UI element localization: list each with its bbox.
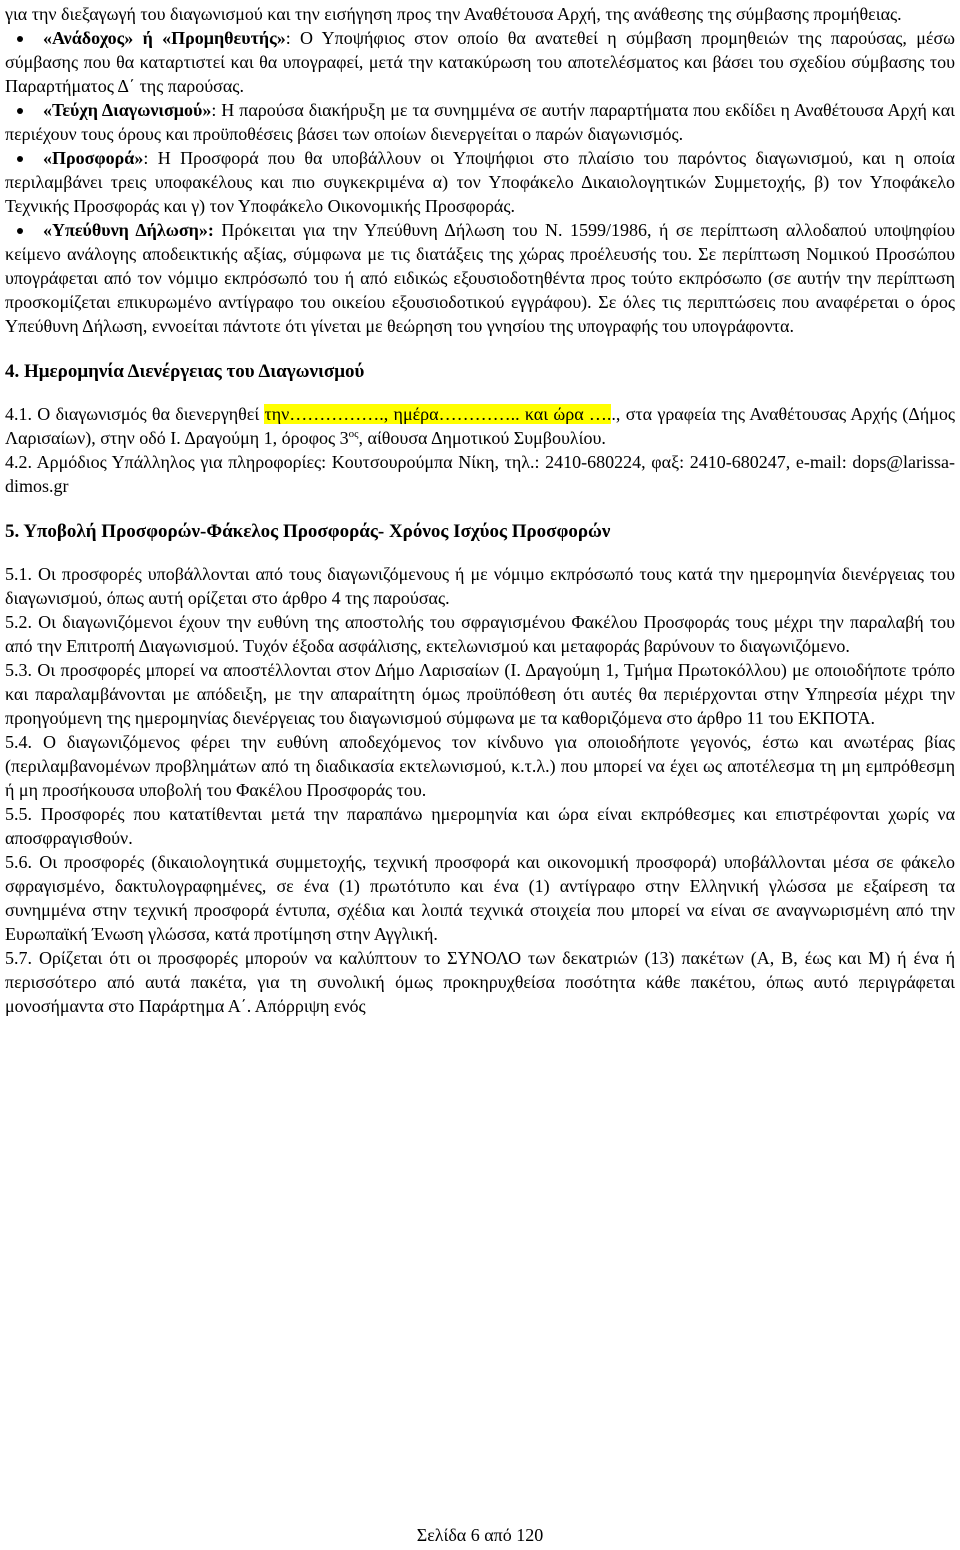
definition-text: Πρόκειται για την Υπεύθυνη Δήλωση του Ν. 1599/1986, ή σε περίπτωση αλλοδαπού υποψηφίου κείμενο ανάλογης αποδεικτικής αξίας, σύμφωνα με τις διατάξεις της χώρας προέλευσής του. Σε περίπτωση Νομικού Προσώπου υπογράφεται από τον νόμιμο εκπρόσωπό του ή από ειδικώς εξουσιοδοτηθέντα προς τούτο εκπρόσωπο (σε αυτήν την περίπτωση προσκομίζεται επικυρωμένο αντίγραφο του οικείου εξουσιοδοτικού εγγράφου). Σε όλες τις περιπτώσεις που αναφέρεται ο όρος Υπεύθυνη Δήλωση, εννοείται πάντοτε ότι γίνεται με θεώρηση του γνησίου της υπογραφής του υπογράφοντα.: [5, 220, 955, 336]
definition-text: : Η παρούσα διακήρυξη με τα συνημμένα σε αυτήν παραρτήματα που εκδίδει η Αναθέτουσα Αρχή και περιέχουν τους όρους και προϋποθέσεις βάσει των οποίων διενεργείται ο παρών διαγωνισμός.: [5, 100, 955, 144]
page-number-footer: Σελίδα 6 από 120: [416, 1525, 544, 1545]
bullet-icon: [17, 108, 23, 114]
paragraph-4-2: 4.2. Αρμόδιος Υπάλληλος για πληροφορίες: Κουτσουρούμπα Νίκη, τηλ.: 2410-680224, φαξ: 2410-680247, e-mail: dops@larissa-dimos.gr: [5, 452, 955, 496]
definition-item: [5, 146, 955, 218]
definition-text: : Η Προσφορά που θα υποβάλλουν οι Υποψήφιοι στο πλαίσιο του παρόντος διαγωνισμού, και η οποία περιλαμβάνει τρεις υποφακέλους και πιο συγκεκριμένα α) τον Υποφάκελο Δικαιολογητικών Συμμετοχής, β) τον Υποφάκελο Τεχνικής Προσφοράς και γ) τον Υποφάκελο Οικονομικής Προσφοράς.: [5, 148, 955, 216]
definition-term: «Τεύχη Διαγωνισμού»: [43, 100, 212, 120]
paragraph-5-4: 5.4. Ο διαγωνιζόμενος φέρει την ευθύνη αποδεχόμενος τον κίνδυνο για οποιοδήποτε γεγονός, έστω και ανωτέρας βίας (περιλαμβανομένων προβλημάτων από τη διαδικασία εκτελωνισμού, κ.τ.λ.) που μπορεί να έχει ως αποτέλεσμα τη μη εμπρόθεσμη ή μη προσήκουσα υποβολή του Φακέλου Προσφοράς του.: [5, 732, 955, 800]
intro-paragraph: για την διεξαγωγή του διαγωνισμού και την εισήγηση προς την Αναθέτουσα Αρχή, της ανάθεσης της σύμβασης προμήθειας.: [5, 4, 902, 24]
paragraph-text: , αίθουσα Δημοτικού Συμβουλίου.: [358, 428, 606, 448]
section-4-heading: 4. Ημερομηνία Διενέργειας του Διαγωνισμού: [5, 361, 365, 382]
bullet-icon: [17, 228, 23, 234]
bullet-icon: [17, 36, 23, 42]
paragraph-4-1: [5, 402, 955, 450]
definition-item: [5, 218, 955, 338]
paragraph-text: 4.1. Ο διαγωνισμός θα διενεργηθεί: [5, 404, 265, 424]
definition-term: «Προσφορά»: [43, 148, 144, 168]
definition-item: [5, 98, 955, 146]
definitions-list: [5, 26, 955, 338]
paragraph-text: ., στα γραφεία της Αναθέτουσας Αρχής (Δήμος Λαρισαίων), στην οδό Ι. Δραγούμη 1, όροφος 3: [5, 404, 955, 448]
paragraph-5-5: 5.5. Προσφορές που κατατίθενται μετά την παραπάνω ημερομηνία και ώρα είναι εκπρόθεσμες και επιστρέφονται χωρίς να αποσφραγισθούν.: [5, 804, 955, 848]
document-page: [5, 2, 955, 1018]
highlighted-placeholder: την……………., ημέρα………….. και ώρα ….: [264, 404, 612, 424]
section-5-body: [5, 562, 955, 1018]
definition-term: «Ανάδοχος» ή «Προμηθευτής»: [43, 28, 286, 48]
bullet-icon: [17, 156, 23, 162]
ordinal-superscript: ος: [348, 428, 359, 440]
definition-text: : Ο Υποψήφιος στον οποίο θα ανατεθεί η σύμβαση προμηθειών της παρούσας, μέσω σύμβασης που θα καταρτιστεί και θα υπογραφεί, μετά την κατακύρωση του αποτελέσματος και βάσει του σχεδίου σύμβασης του Παραρτήματος Δ΄ της παρούσας.: [5, 28, 955, 96]
paragraph-5-2: 5.2. Οι διαγωνιζόμενοι έχουν την ευθύνη της αποστολής του σφραγισμένου Φακέλου Προσφοράς τους μέχρι την παραλαβή του από την Επιτροπή Διαγωνισμού. Τυχόν έξοδα ασφάλισης, εκτελωνισμού και μεταφοράς βαρύνουν το διαγωνιζόμενο.: [5, 612, 955, 656]
definition-item: [5, 26, 955, 98]
paragraph-5-3: 5.3. Οι προσφορές μπορεί να αποστέλλονται στον Δήμο Λαρισαίων (Ι. Δραγούμη 1, Τμήμα Πρωτοκόλλου) με οποιοδήποτε τρόπο και παραλαμβάνονται με απόδειξη, με την απαραίτητη όμως προϋπόθεση ότι αυτές θα περιέρχονται στην Υπηρεσία μέχρι την προηγούμενη της ημερομηνίας διενέργειας του διαγωνισμού σύμφωνα με τα καθοριζόμενα στο άρθρο 11 του ΕΚΠΟΤΑ.: [5, 660, 955, 728]
section-5-heading: 5. Υποβολή Προσφορών-Φάκελος Προσφοράς- Χρόνος Ισχύος Προσφορών: [5, 521, 611, 542]
paragraph-5-7: 5.7. Ορίζεται ότι οι προσφορές μπορούν να καλύπτουν το ΣΥΝΟΛΟ των δεκατριών (13) πακέτων (Α, Β, έως και Μ) ή ένα ή περισσότερο από αυτά πακέτα, για τη συνολική όμως προκηρυχθείσα ποσότητα κάθε πακέτου, όπως αυτό περιγράφεται μονοσήμαντα στο Παράρτημα Α΄. Απόρριψη ενός: [5, 948, 955, 1016]
paragraph-5-6: 5.6. Οι προσφορές (δικαιολογητικά συμμετοχής, τεχνική προσφορά και οικονομική προσφορά) υποβάλλονται μέσα σε φάκελο σφραγισμένο, δακτυλογραφημένες, σε ένα (1) πρωτότυπο και ένα (1) αντίγραφο στην Ελληνική γλώσσα με εξαίρεση τα συνημμένα στην τεχνική προσφορά έντυπα, σχέδια και λοιπά τεχνικά στοιχεία που μπορεί να είναι σε αναγνωρισμένη από την Ευρωπαϊκή Ένωση γλώσσα, κατά προτίμηση στην Αγγλική.: [5, 852, 955, 944]
paragraph-5-1: 5.1. Οι προσφορές υποβάλλονται από τους διαγωνιζόμενους ή με νόμιμο εκπρόσωπό τους κατά την ημερομηνία διενέργειας του διαγωνισμού, όπως αυτή ορίζεται στο άρθρο 4 της παρούσας.: [5, 564, 955, 608]
definition-term: «Υπεύθυνη Δήλωση»:: [43, 220, 214, 240]
